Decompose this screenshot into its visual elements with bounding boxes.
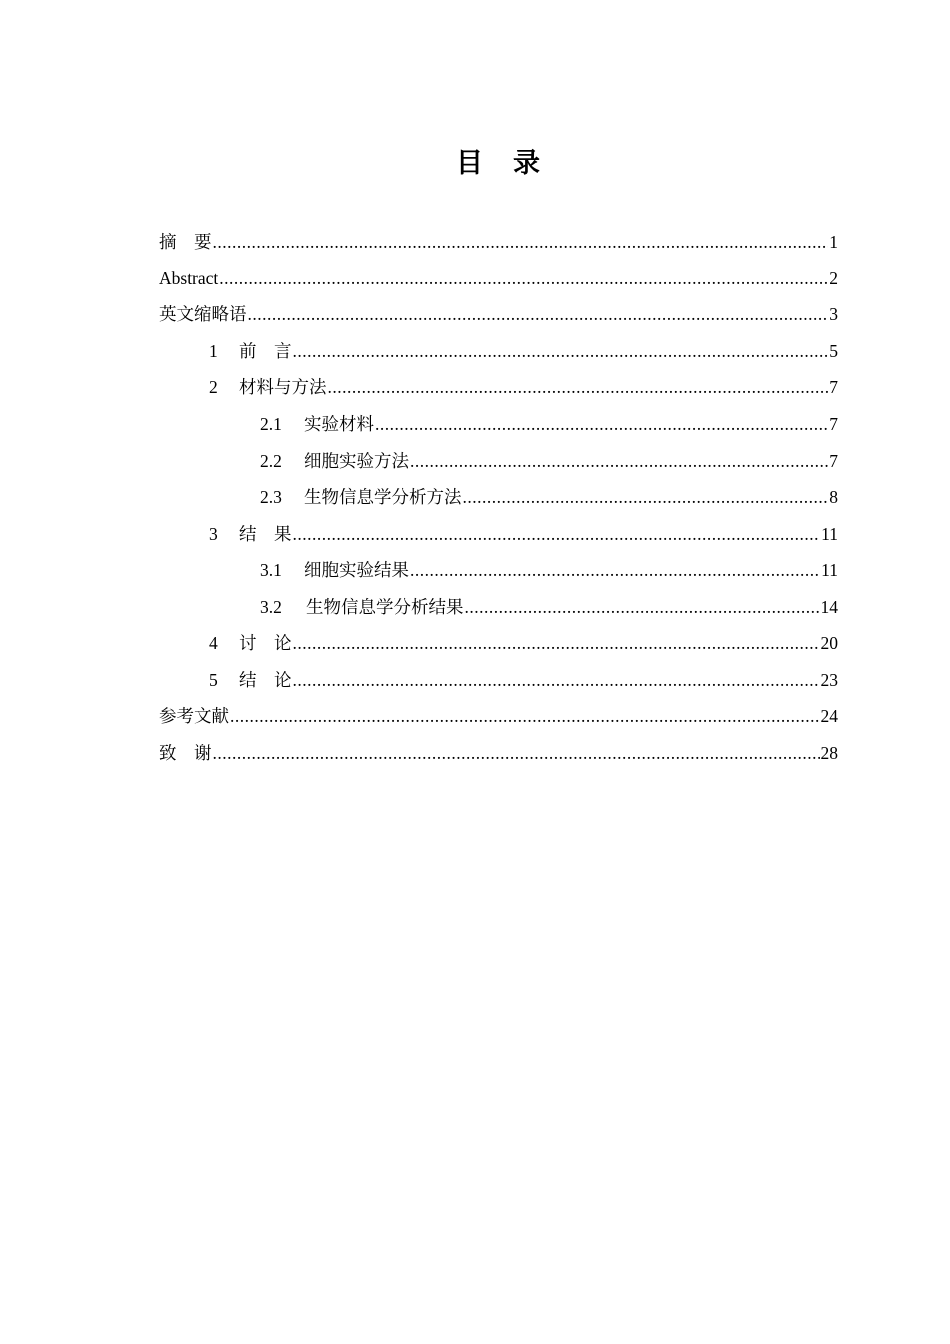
toc-entry-number: 2: [209, 377, 218, 397]
toc-entry-number: 2.2: [260, 451, 282, 471]
toc-entry-label: 生物信息学分析方法: [304, 487, 462, 507]
toc-entry-number: 4: [209, 633, 218, 653]
toc-entry-label: 英文缩略语: [159, 304, 247, 324]
toc-entry-chapter-3[interactable]: [209, 520, 838, 548]
toc-entry-page: 7: [829, 377, 838, 397]
toc-entry-label: 实验材料: [304, 414, 374, 434]
toc-entry-chapter-1[interactable]: [209, 337, 838, 365]
toc-entry-chapter-2[interactable]: [209, 373, 838, 401]
toc-entry-label: 生物信息学分析结果: [306, 597, 464, 617]
toc-entry-section-3-2[interactable]: [260, 593, 838, 621]
toc-entry-page: 11: [821, 524, 838, 544]
toc-leader-dots: [219, 264, 828, 292]
toc-leader-dots: [248, 300, 829, 328]
toc-entry-label: Abstract: [159, 268, 219, 288]
toc-leader-dots: [213, 739, 820, 767]
toc-entry-page: 2: [829, 268, 838, 288]
toc-entry-abstract-en[interactable]: [159, 264, 838, 292]
toc-entry-page: 11: [821, 560, 838, 580]
toc-entry-label: 材料与方法: [239, 377, 327, 397]
toc-leader-dots: [375, 410, 828, 438]
toc-entry-section-2-3[interactable]: [260, 483, 838, 511]
toc-title-char-1: 目: [456, 148, 483, 179]
toc-leader-dots: [465, 593, 820, 621]
toc-title-char-2: 录: [513, 148, 540, 179]
toc-leader-dots: [410, 447, 828, 475]
toc-leader-dots: [293, 520, 821, 548]
toc-entry-number: 5: [209, 670, 218, 690]
toc-entry-references[interactable]: [159, 702, 838, 730]
toc-leader-dots: [328, 373, 829, 401]
toc-entry-page: 5: [829, 341, 838, 361]
toc-leader-dots: [410, 556, 820, 584]
toc-entry-label: 结 果: [239, 524, 292, 544]
toc-entry-label: 细胞实验结果: [304, 560, 409, 580]
toc-entry-page: 28: [820, 743, 838, 763]
toc-entry-label: 细胞实验方法: [304, 451, 409, 471]
toc-entry-number: 1: [209, 341, 218, 361]
toc-entry-number: 3.1: [260, 560, 282, 580]
toc-entry-label: 摘 要: [159, 232, 212, 252]
toc-entry-section-2-2[interactable]: [260, 447, 838, 475]
toc-entry-chapter-4[interactable]: [209, 629, 838, 657]
toc-entry-page: 8: [829, 487, 838, 507]
toc-entry-chapter-5[interactable]: [209, 666, 838, 694]
toc-leader-dots: [293, 666, 820, 694]
toc-entry-acknowledgements[interactable]: [159, 739, 838, 767]
toc-entry-label: 讨 论: [239, 633, 292, 653]
toc-leader-dots: [293, 629, 820, 657]
toc-entry-section-3-1[interactable]: [260, 556, 838, 584]
toc-leader-dots: [293, 337, 829, 365]
toc-entry-number: 3: [209, 524, 218, 544]
toc-title: [0, 143, 950, 185]
toc-entry-section-2-1[interactable]: [260, 410, 838, 438]
toc-entry-page: 1: [829, 232, 838, 252]
toc-entry-page: 24: [820, 706, 838, 726]
toc-leader-dots: [213, 228, 829, 256]
toc-entry-page: 7: [829, 414, 838, 434]
toc-entry-label: 参考文献: [159, 706, 229, 726]
toc-entry-page: 7: [829, 451, 838, 471]
toc-entry-number: 2.1: [260, 414, 282, 434]
toc-leader-dots: [230, 702, 820, 730]
toc-entry-page: 23: [820, 670, 838, 690]
toc-entry-label: 前 言: [239, 341, 292, 361]
toc-entry-abbreviations[interactable]: [159, 300, 838, 328]
toc-entry-page: 3: [829, 304, 838, 324]
toc-leader-dots: [463, 483, 829, 511]
toc-entry-abstract-cn[interactable]: [159, 228, 838, 256]
toc-entry-page: 20: [820, 633, 838, 653]
toc-entry-label: 结 论: [239, 670, 292, 690]
toc-entry-number: 2.3: [260, 487, 282, 507]
toc-entry-label: 致 谢: [159, 743, 212, 763]
toc-entry-number: 3.2: [260, 597, 282, 617]
toc-entry-page: 14: [820, 597, 838, 617]
